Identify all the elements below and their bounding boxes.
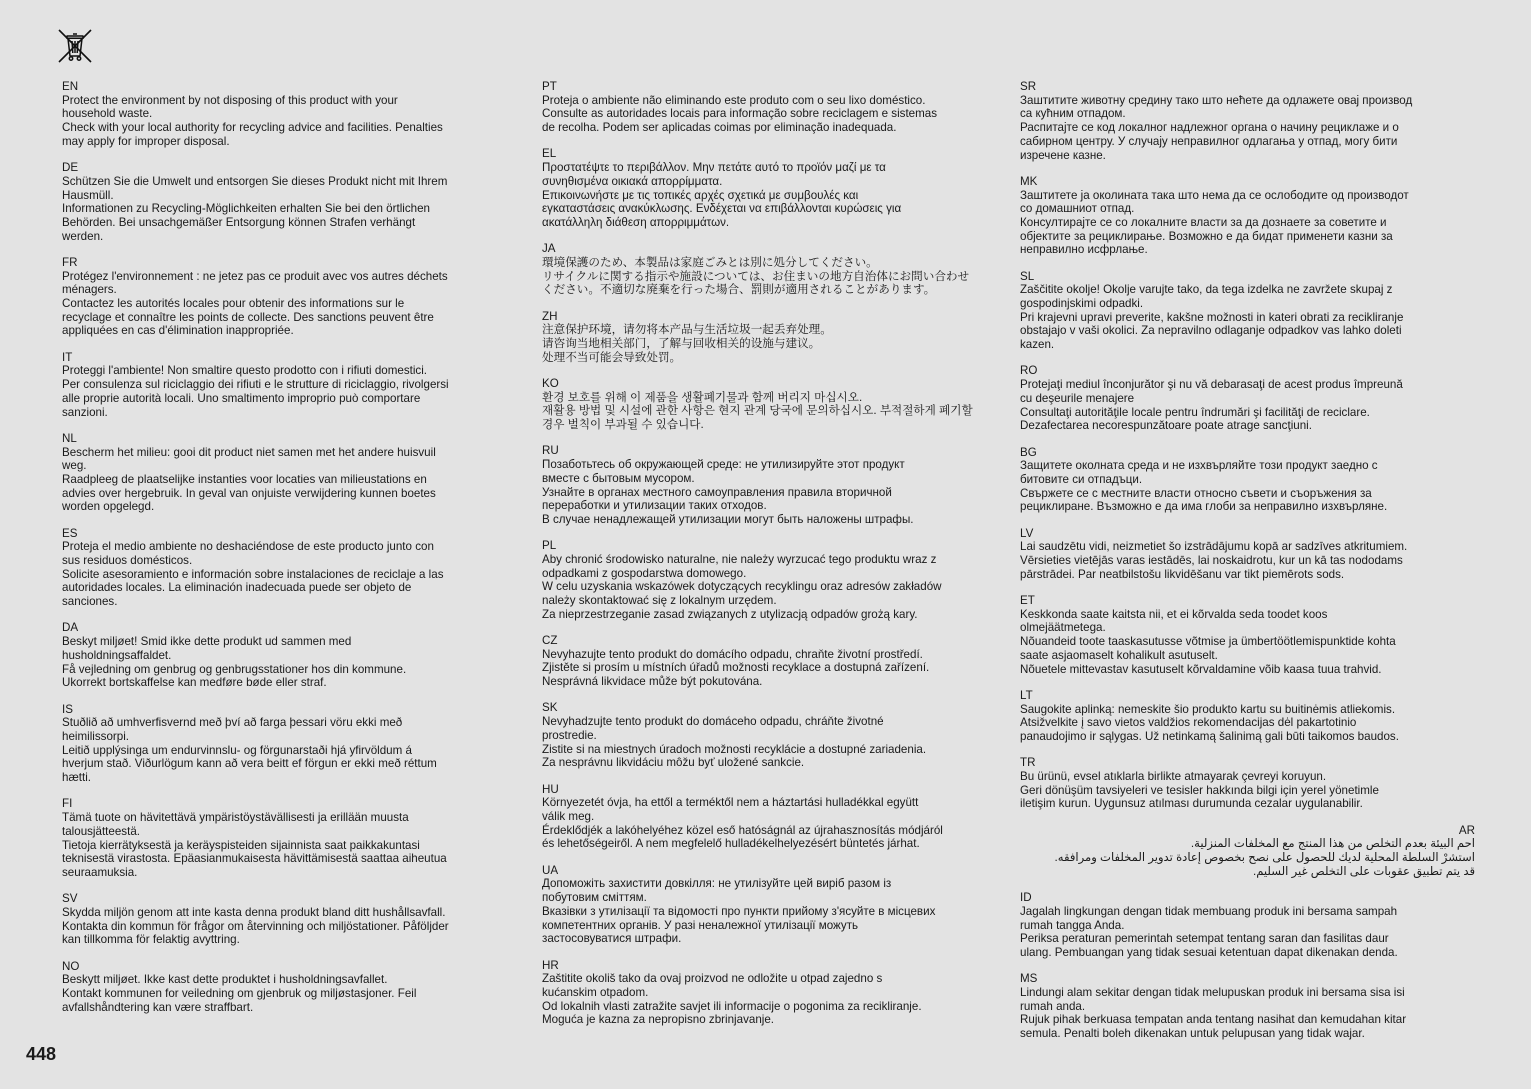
notice-line: appliquées en cas d'élimination inappropriée. xyxy=(62,324,294,338)
language-code: KO xyxy=(542,377,559,391)
language-code: BG xyxy=(1020,445,1037,459)
notice-line: В случае ненадлежащей утилизации могут быть наложены штрафы. xyxy=(542,512,914,526)
language-section-tr xyxy=(1020,756,1475,811)
notice-line: odpadkami z gospodarstwa domowego. xyxy=(542,566,747,580)
notice-line: συνηθισμένα οικιακά απορρίμματα. xyxy=(542,174,723,188)
language-code: RO xyxy=(1020,364,1038,378)
notice-line: Beskyt miljøet! Smid ikke dette produkt ud sammen med xyxy=(62,635,352,649)
language-code: IT xyxy=(62,350,73,364)
notice-line: Aby chronić środowisko naturalne, nie należy wyrzucać tego produktu wraz z xyxy=(542,552,937,566)
notice-line: saate asjaomaselt kohalikult asutuselt. xyxy=(1020,648,1218,662)
notice-line: Nevyhadzujte tento produkt do domáceho odpadu, chráňte životné xyxy=(542,715,884,729)
notice-line: Protejaţi mediul înconjurător şi nu vă debarasaţi de acest produs împreună xyxy=(1020,378,1403,392)
notice-line: Kontakta din kommun för frågor om återvinning och miljöstationer. Påföljder xyxy=(62,919,449,933)
notice-line: household waste. xyxy=(62,107,153,121)
language-section-ro xyxy=(1020,364,1475,433)
notice-line: Solicite asesoramiento e información sobre instalaciones de reciclaje a las xyxy=(62,567,444,581)
notice-line: Beskytt miljøet. Ikke kast dette produktet i husholdningsavfallet. xyxy=(62,973,388,987)
notice-line: Nõuetele mittevastav kasutuselt kõrvaldamine võib kaasa tuua trahvid. xyxy=(1020,662,1382,676)
notice-line: prostredie. xyxy=(542,728,597,742)
notice-line: リサイクルに関する指示や施設については、お住まいの地方自治体にお問い合わせ xyxy=(542,269,970,283)
notice-line: ακατάλληλη διάθεση απορριμμάτων. xyxy=(542,215,730,229)
notice-line: Rujuk pihak berkuasa tempatan anda tentang nasihat dan kemudahan kitar xyxy=(1020,1013,1407,1027)
notice-line: Környezetét óvja, ha ettől a terméktől nem a háztartási hulladékkal együtt xyxy=(542,796,919,810)
language-code: ES xyxy=(62,526,78,540)
notice-line: sus residuos domésticos. xyxy=(62,554,193,568)
language-code: SK xyxy=(542,701,558,715)
notice-line: Schützen Sie die Umwelt und entsorgen Sie dieses Produkt nicht mit Ihrem xyxy=(62,174,448,188)
notice-line: rumah tangga Anda. xyxy=(1020,918,1125,932)
notice-line: Nõuandeid toote taaskasutusse võtmise ja ümbertöötlemispunktide kohta xyxy=(1020,635,1396,649)
language-section-pt xyxy=(542,80,997,135)
language-code: HR xyxy=(542,958,559,972)
notice-line: Érdeklődjék a lakóhelyéhez közel eső hatóságnál az újrahasznosítás módjáról xyxy=(542,823,943,837)
notice-line: побутовим сміттям. xyxy=(542,891,647,905)
language-section-it xyxy=(62,351,517,420)
notice-line: Consultaţi autorităţile locale pentru îndrumări şi facilităţi de reciclare. xyxy=(1020,405,1370,419)
language-code: MS xyxy=(1020,972,1038,986)
language-code: NL xyxy=(62,431,77,445)
language-section-is xyxy=(62,703,517,785)
notice-line: објектите за рециклирање. Возможно е да бидат применети казни за xyxy=(1020,229,1393,243)
notice-line: неправилно исфрлање. xyxy=(1020,243,1148,257)
language-code: SR xyxy=(1020,80,1037,93)
column-middle xyxy=(542,80,997,1040)
notice-line: Bescherm het milieu: gooi dit product niet samen met het andere huisvuil xyxy=(62,445,436,459)
notice-line: Leitið upplýsinga um endurvinnslu- og förgunarstaði hjá yfirvöldum á xyxy=(62,743,412,757)
language-code: FR xyxy=(62,255,78,269)
notice-line: avfallshåndtering kan være straffbart. xyxy=(62,1000,254,1014)
language-section-ru xyxy=(542,444,997,526)
notice-line: Lai saudzētu vidi, neizmetiet šo izstrādājumu kopā ar sadzīves atkritumiem. xyxy=(1020,540,1408,554)
notice-line: сабирном центру. У случају неправилног одлагања у отпад, могу бити xyxy=(1020,134,1398,148)
notice-line: 경우 벌칙이 부과될 수 있습니다. xyxy=(542,418,704,432)
language-code: DA xyxy=(62,621,79,635)
notice-line: Keskkonda saate kaitsta nii, et ei kõrvalda seda toodet koos xyxy=(1020,607,1328,621)
language-code: EL xyxy=(542,147,557,161)
notice-line: Za nieprzestrzeganie zasad związanych z utylizacją odpadów grożą kary. xyxy=(542,607,918,621)
language-section-et xyxy=(1020,594,1475,676)
notice-line: semula. Penalti boleh dikenakan untuk pelupusan yang tidak wajar. xyxy=(1020,1027,1365,1041)
notice-line: weg. xyxy=(62,459,87,473)
notice-line: advies over hergebruik. In geval van onjuiste verwijdering kunnen boetes xyxy=(62,486,436,500)
notice-line: ください。不適切な廃棄を行った場合、罰則が適用されることがあります。 xyxy=(542,283,936,297)
notice-line: 注意保护环境，请勿将本产品与生活垃圾一起丢弃处理。 xyxy=(542,323,832,337)
language-code: RU xyxy=(542,444,559,458)
notice-line: worden opgelegd. xyxy=(62,500,155,514)
notice-line: Bu ürünü, evsel atıklarla birlikte atmayarak çevreyi koruyun. xyxy=(1020,769,1327,783)
language-section-id xyxy=(1020,891,1475,960)
notice-line: εγκαταστάσεις ανακύκλωσης. Ενδέχεται να επιβάλλονται κυρώσεις για xyxy=(542,202,902,216)
language-code: AR xyxy=(1458,823,1475,837)
notice-line: قد يتم تطبيق عقوبات على التخلص غير السليم. xyxy=(1253,864,1475,878)
notice-line: hverjum stað. Viðurlögum kann að vera beitt ef förgun er ekki með réttum xyxy=(62,757,437,771)
notice-line: de recolha. Podem ser aplicadas coimas por eliminação inadequada. xyxy=(542,121,897,135)
notice-line: Vērsieties vietējās varas iestādēs, lai noskaidrotu, kur un kā tas nododams xyxy=(1020,554,1403,568)
notice-line: cu deşeurile menajere xyxy=(1020,391,1135,405)
language-code: EN xyxy=(62,80,79,93)
notice-line: Επικοινωνήστε με τις τοπικές αρχές σχετικά με συμβουλές και xyxy=(542,188,859,202)
notice-line: husholdningsaffaldet. xyxy=(62,648,172,662)
notice-line: 请咨询当地相关部门，了解与回收相关的设施与建议。 xyxy=(542,337,821,351)
language-section-zh xyxy=(542,310,997,365)
language-code: PT xyxy=(542,80,557,93)
language-section-fi xyxy=(62,797,517,879)
notice-line: 处理不当可能会导致处罚。 xyxy=(542,350,682,364)
language-section-ua xyxy=(542,864,997,946)
notice-line: Protect the environment by not disposing of this product with your xyxy=(62,93,398,107)
language-section-ar xyxy=(1020,824,1475,879)
notice-line: Od lokalnih vlasti zatražite savjet ili informacije o pogonima za recikliranje. xyxy=(542,999,922,1013)
notice-line: Заштитите животну средину тако што нећете да одлажете овај производ xyxy=(1020,93,1413,107)
notice-line: Skydda miljön genom att inte kasta denna produkt bland ditt hushållsavfall. xyxy=(62,905,446,919)
notice-line: احم البيئة بعدم التخلص من هذا المنتج مع المخلفات المنزلية. xyxy=(1190,837,1475,851)
language-code: TR xyxy=(1020,756,1036,770)
notice-line: seuraamuksia. xyxy=(62,865,138,879)
language-section-pl xyxy=(542,539,997,621)
notice-line: hætti. xyxy=(62,771,91,785)
language-section-sv xyxy=(62,892,517,947)
language-code: ET xyxy=(1020,594,1035,608)
notice-line: és lehetőségeiről. A nem megfelelő hulladékelhelyezésért büntetés járhat. xyxy=(542,837,920,851)
notice-line: Свържете се с местните власти относно съвети и съоръжения за xyxy=(1020,486,1372,500)
language-code: IS xyxy=(62,702,73,716)
language-section-mk xyxy=(1020,175,1475,257)
notice-line: Hausmüll. xyxy=(62,188,114,202)
notice-line: استشرْ السلطة المحلية لديك للحصول على نصح بخصوص إعادة تدوير المخلفات ومرافقه. xyxy=(1054,851,1475,865)
language-section-da xyxy=(62,621,517,690)
notice-line: 環境保護のため、本製品は家庭ごみとは別に処分してください。 xyxy=(542,255,878,269)
notice-line: Заштитете ја околината така што нема да се ослободите од производот xyxy=(1020,188,1409,202)
language-section-fr xyxy=(62,256,517,338)
notice-line: Pri krajevni upravi preverite, kakšne možnosti in kateri obrati za recikliranje xyxy=(1020,310,1404,324)
notice-line: alle proprie autorità locali. Uno smaltimento improprio può comportare xyxy=(62,391,421,405)
notice-line: autoridades locales. La eliminación inadecuada puede ser objeto de xyxy=(62,581,412,595)
notice-line: kazen. xyxy=(1020,338,1055,352)
notice-line: kan tillkomma för felaktig avyttring. xyxy=(62,933,240,947)
language-code: CZ xyxy=(542,634,558,648)
notice-line: застосовуватися штрафи. xyxy=(542,932,682,946)
language-section-bg xyxy=(1020,446,1475,515)
notice-line: Atsižvelkite į savo vietos valdžios rekomendacijas dėl pakartotinio xyxy=(1020,716,1357,730)
crossed-out-wheelie-bin-icon xyxy=(56,27,94,65)
notice-line: Geri dönüşüm tavsiyeleri ve tesisler hakkında bilgi için yerel yönetimle xyxy=(1020,783,1379,797)
notice-line: may apply for improper disposal. xyxy=(62,134,230,148)
language-section-de xyxy=(62,161,517,243)
language-code: ZH xyxy=(542,309,558,323)
notice-line: Få vejledning om genbrug og genbrugsstationer hos din kommune. xyxy=(62,662,407,676)
language-code: MK xyxy=(1020,174,1038,188)
notice-line: Per consulenza sul riciclaggio dei rifiuti e le strutture di riciclaggio, rivolgersi xyxy=(62,378,449,392)
notice-line: iletişim kurun. Uygunsuz atılması durumunda cezalar uygulanabilir. xyxy=(1020,797,1363,811)
language-code: LT xyxy=(1020,688,1033,702)
notice-line: изречене казне. xyxy=(1020,148,1106,162)
language-section-el xyxy=(542,147,997,229)
notice-line: Jagalah lingkungan dengan tidak membuang produk ini bersama sampah xyxy=(1020,904,1398,918)
notice-line: ménagers. xyxy=(62,283,117,297)
language-code: DE xyxy=(62,161,79,175)
language-code: SL xyxy=(1020,269,1035,283)
column-right xyxy=(1020,80,1475,1053)
language-code: UA xyxy=(542,863,559,877)
notice-line: olmejäätmetega. xyxy=(1020,621,1106,635)
notice-line: heimilissorpi. xyxy=(62,729,130,743)
language-section-ko xyxy=(542,377,997,432)
language-section-sk xyxy=(542,701,997,770)
notice-line: Raadpleeg de plaatselijke instanties voor locaties van milieustations en xyxy=(62,472,427,486)
notice-line: Вказівки з утилізації та відомості про пункти прийому з'ясуйте в місцевих xyxy=(542,904,936,918)
notice-line: Saugokite aplinką: nemeskite šio produkto kartu su buitinėmis atliekomis. xyxy=(1020,702,1396,716)
notice-line: należy skontaktować się z lokalnym urzędem. xyxy=(542,594,777,608)
notice-line: Lindungi alam sekitar dengan tidak melupuskan produk ini bersama sisa isi xyxy=(1020,985,1405,999)
notice-line: Informationen zu Recycling-Möglichkeiten erhalten Sie bei den örtlichen xyxy=(62,202,430,216)
notice-line: Zjistěte si prosím u místních úřadů možnosti recyklace a dostupná zařízení. xyxy=(542,661,930,675)
notice-line: Moguća je kazna za nepropisno zbrinjavanje. xyxy=(542,1013,775,1027)
notice-line: recyclage et connaître les points de collecte. Des sanctions peuvent être xyxy=(62,310,434,324)
notice-line: W celu uzyskania wskazówek dotyczących recyklingu oraz adresów zakładów xyxy=(542,580,942,594)
notice-line: Zaščitite okolje! Okolje varujte tako, da tega izdelka ne zavržete skupaj z xyxy=(1020,283,1393,297)
notice-line: битовите си отпадъци. xyxy=(1020,472,1143,486)
notice-line: Proteja o ambiente não eliminando este produto com o seu lixo doméstico. xyxy=(542,93,926,107)
notice-line: Προστατέψτε το περιβάλλον. Μην πετάτε αυτό το προϊόν μαζί με τα xyxy=(542,161,886,175)
notice-line: Proteja el medio ambiente no deshaciéndose de este producto junto con xyxy=(62,540,434,554)
notice-line: Periksa peraturan pemerintah setempat tentang saran dan fasilitas daur xyxy=(1020,932,1389,946)
notice-line: talousjätteestä. xyxy=(62,824,140,838)
language-code: LV xyxy=(1020,526,1034,540)
notice-line: Позаботьтесь об окружающей среде: не утилизируйте этот продукт xyxy=(542,458,905,472)
notice-line: Contactez les autorités locales pour obtenir des informations sur le xyxy=(62,297,405,311)
notice-line: Защитете околната среда и не изхвърляйте този продукт заедно с xyxy=(1020,459,1378,473)
notice-line: переработки и утилизации таких отходов. xyxy=(542,499,767,513)
notice-line: gospodinjskimi odpadki. xyxy=(1020,297,1144,311)
column-left xyxy=(62,80,517,1027)
notice-line: Proteggi l'ambiente! Non smaltire questo prodotto con i rifiuti domestici. xyxy=(62,364,428,378)
language-section-cz xyxy=(542,634,997,689)
notice-line: вместе с бытовым мусором. xyxy=(542,471,695,485)
notice-line: werden. xyxy=(62,229,104,243)
language-section-ms xyxy=(1020,972,1475,1041)
notice-line: Nevyhazujte tento produkt do domácího odpadu, chraňte životní prostředí. xyxy=(542,647,923,661)
notice-line: ulang. Pembuangan yang tidak sesuai ketentuan dapat dikenakan denda. xyxy=(1020,945,1398,959)
language-code: FI xyxy=(62,797,73,811)
language-section-es xyxy=(62,527,517,609)
notice-line: Stuðlið að umhverfisvernd með því að farga þessari vöru ekki með xyxy=(62,716,403,730)
notice-line: Protégez l'environnement : ne jetez pas ce produit avec vos autres déchets xyxy=(62,269,448,283)
notice-line: Zistite si na miestnych úradoch možnosti recyklácie a dostupné zariadenia. xyxy=(542,742,927,756)
notice-line: компетентних органів. У разі неналежної утилізації можуть xyxy=(542,918,859,932)
language-code: NO xyxy=(62,959,80,973)
notice-line: Dezafectarea necorespunzătoare poate atrage sancţiuni. xyxy=(1020,419,1312,433)
notice-line: Ukorrekt bortskaffelse kan medføre bøde eller straf. xyxy=(62,676,327,690)
notice-line: 재활용 방법 및 시설에 관한 사항은 현지 관계 당국에 문의하십시오. 부적절하게 폐기할 xyxy=(542,404,973,418)
notice-line: rumah anda. xyxy=(1020,999,1086,1013)
language-section-ja xyxy=(542,242,997,297)
language-section-hr xyxy=(542,959,997,1028)
notice-line: Behörden. Bei unsachgemäßer Entsorgung können Strafen verhängt xyxy=(62,215,416,229)
language-section-lv xyxy=(1020,527,1475,582)
language-section-nl xyxy=(62,432,517,514)
notice-line: kućanskim otpadom. xyxy=(542,985,649,999)
notice-line: со домашниот отпад. xyxy=(1020,202,1135,216)
notice-line: Распитајте се код локалног надлежног органа о начину рециклаже и о xyxy=(1020,121,1399,135)
notice-line: Check with your local authority for recycling advice and facilities. Penalties xyxy=(62,121,443,135)
notice-line: 환경 보호를 위해 이 제품을 생활폐기물과 함께 버리지 마십시오. xyxy=(542,390,863,404)
notice-line: válik meg. xyxy=(542,809,595,823)
notice-line: sanzioni. xyxy=(62,405,108,419)
language-section-en xyxy=(62,80,517,149)
notice-line: pārstrādei. Par neatbilstošu likvidēšanu var tikt piemērots sods. xyxy=(1020,567,1345,581)
language-code: SV xyxy=(62,892,78,906)
language-code: JA xyxy=(542,242,556,256)
notice-line: Узнайте в органах местного самоуправления правила вторичной xyxy=(542,485,892,499)
notice-line: Консултирајте се со локалните власти за да дознаете за советите и xyxy=(1020,215,1387,229)
notice-line: са кућним отпадом. xyxy=(1020,107,1126,121)
language-section-lt xyxy=(1020,689,1475,744)
language-section-hu xyxy=(542,783,997,852)
notice-line: Za nesprávnu likvidáciu môžu byť uložené sankcie. xyxy=(542,756,805,770)
notice-line: teknisestä virastosta. Epäasianmukaisesta hävittämisestä saattaa aiheutua xyxy=(62,852,447,866)
notice-line: panaudojimo ir sąlygas. Už netinkamą šalinimą gali būti taikomos baudos. xyxy=(1020,729,1399,743)
notice-line: Nesprávná likvidace může být pokutována. xyxy=(542,675,763,689)
language-section-sl xyxy=(1020,270,1475,352)
language-section-no xyxy=(62,960,517,1015)
language-code: HU xyxy=(542,782,559,796)
notice-line: Consulte as autoridades locais para informação sobre reciclagem e sistemas xyxy=(542,107,938,121)
notice-line: obstajajo v vaši okolici. Za nepravilno odlaganje odpadkov vas lahko doleti xyxy=(1020,324,1402,338)
notice-line: Kontakt kommunen for veiledning om gjenbruk og miljøstasjoner. Feil xyxy=(62,987,417,1001)
notice-line: sanciones. xyxy=(62,595,118,609)
notice-line: Tämä tuote on hävitettävä ympäristöystävällisesti ja erillään muusta xyxy=(62,811,409,825)
language-code: ID xyxy=(1020,891,1032,905)
page-number: 448 xyxy=(26,1044,57,1064)
notice-line: Tietoja kierrätyksestä ja keräyspisteiden sijainnista saat paikkakuntasi xyxy=(62,838,420,852)
language-code: PL xyxy=(542,539,557,553)
notice-line: Допоможіть захистити довкілля: не утилізуйте цей виріб разом із xyxy=(542,877,892,891)
notice-line: Zaštitite okoliš tako da ovaj proizvod ne odložite u otpad zajedno s xyxy=(542,972,883,986)
notice-line: рециклиране. Възможно е да има глоби за неправилно изхвърляне. xyxy=(1020,500,1388,514)
language-section-sr xyxy=(1020,80,1475,162)
